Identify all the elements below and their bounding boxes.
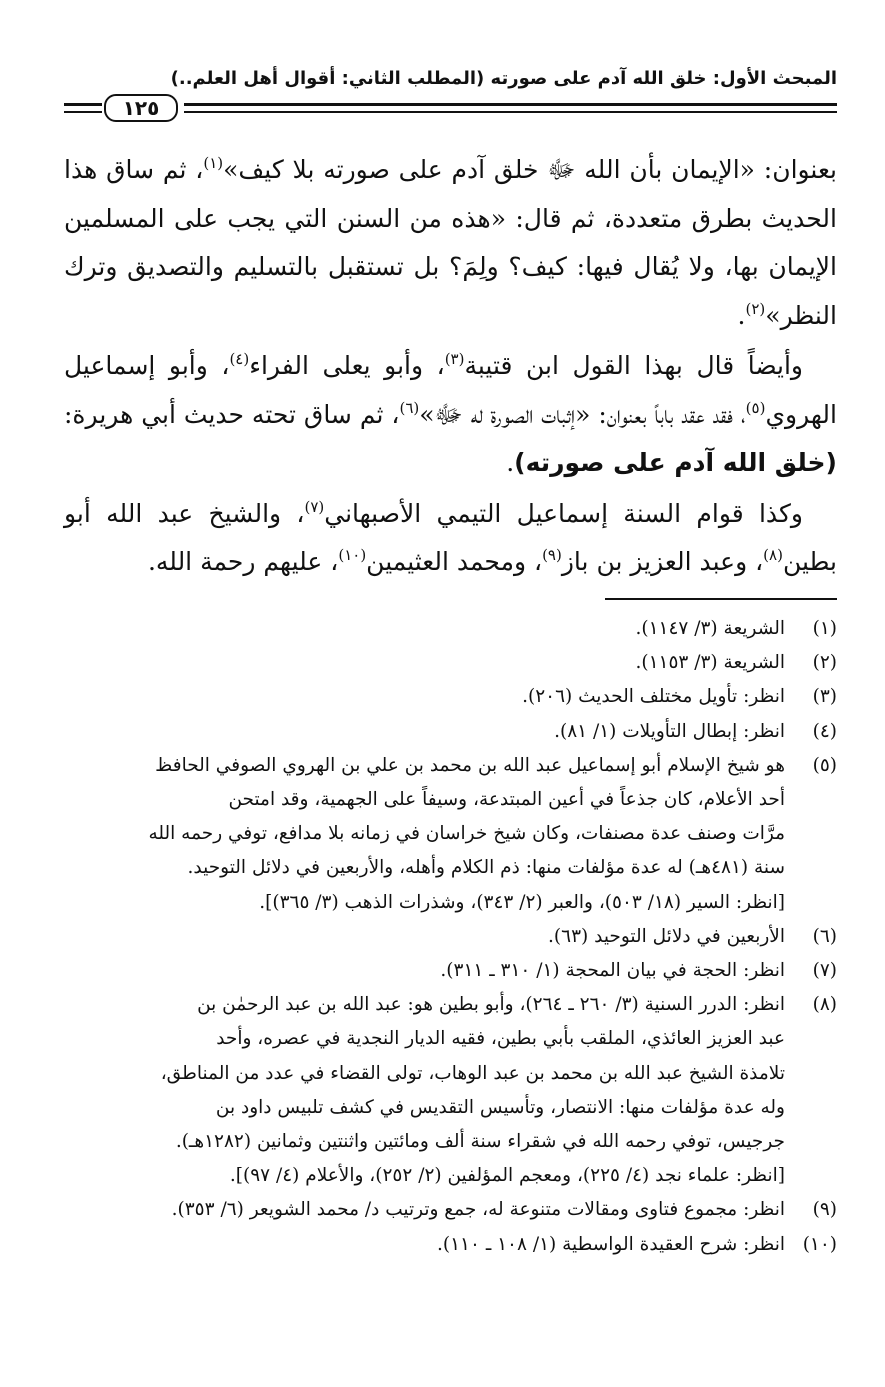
footnote-text-line: سنة (٤٨١هـ) له عدة مؤلفات منها: ذم الكلام وأهله، والأربعين في دلائل التوحيد.: [187, 857, 785, 879]
paragraph-1: [64, 146, 837, 340]
footnote-text-line: وله عدة مؤلفات منها: الانتصار، وتأسيس التقديس في كشف تلبيس داود بن: [215, 1096, 785, 1118]
footnote-number: (٥): [812, 754, 837, 776]
footnote-number: (٩): [812, 1199, 837, 1221]
footnote-item: [58, 988, 837, 1193]
footnote-text-line: انظر: شرح العقيدة الواسطية (١/ ١٠٨ ـ ١١٠).: [437, 1233, 785, 1255]
footnote-item: [58, 1193, 837, 1227]
footnote-text-line: هو شيخ الإسلام أبو إسماعيل عبد الله بن محمد بن علي بن الهروي الصوفي الحافظ: [155, 754, 785, 776]
footnote-ref: (٦): [399, 398, 420, 417]
footnote-number: (٨): [812, 994, 837, 1016]
footnote-text-line: تلامذة الشيخ عبد الله بن محمد بن عبد الوهاب، تولى القضاء في عدد من المناطق،: [160, 1062, 785, 1084]
footnote-text-line: انظر: مجموع فتاوى ومقالات متنوعة له، جمع وترتيب د/ محمد الشويعر (٦/ ٣٥٣).: [171, 1199, 785, 1221]
footnote-number: (٣): [812, 686, 837, 708]
text-run: ، وأبو يعلى الفراء: [249, 351, 445, 380]
footnote-text-line: عبد العزيز العائذي، الملقب بأبي بطين، فقيه الديار النجدية في عصره، وأحد: [216, 1028, 785, 1050]
text-run: ، ومحمد العثيمين: [366, 547, 543, 576]
footnote-number: (٦): [812, 925, 837, 947]
footnote-text-line: مرَّات وصنف عدة مصنفات، وكان شيخ خراسان في زمانه بلا مدافع، توفي رحمه الله: [148, 823, 785, 845]
rule-segment: [184, 103, 837, 106]
text-run: ، فقد عقد باباً بعنوان: «إثبات الصورة له ﷻ»: [419, 399, 746, 429]
footnotes: [58, 612, 837, 1262]
footnote-ref: (٧): [304, 497, 325, 516]
page-number: ١٢٥: [104, 94, 178, 122]
text-run: ، وعبد العزيز بن باز: [561, 547, 764, 576]
rule-segment: [64, 111, 102, 113]
main-text: [64, 146, 837, 587]
footnote-number: (٧): [812, 960, 837, 982]
footnote-text-line: انظر: الدرر السنية (٣/ ٢٦٠ ـ ٢٦٤)، وأبو بطين هو: عبد الله بن عبد الرحمٰن بن: [197, 994, 785, 1016]
header-rule: [64, 94, 837, 124]
footnote-text-line: [انظر: علماء نجد (٤/ ٢٢٥)، ومعجم المؤلفين (٢/ ٢٥٢)، والأعلام (٤/ ٩٧)].: [229, 1165, 785, 1187]
text-run: وأيضاً قال بهذا القول ابن قتيبة: [464, 351, 804, 380]
footnote-ref: (١): [203, 154, 224, 172]
footnote-ref: (٥): [745, 398, 766, 417]
footnote-text-line: جرجيس، توفي رحمه الله في شقراء سنة ألف ومائتين واثنتين وثمانين (١٢٨٢هـ).: [175, 1131, 785, 1153]
footnote-item: [58, 1228, 837, 1262]
footnote-ref: (٤): [229, 350, 250, 368]
footnote-item: [58, 612, 837, 646]
footnote-item: [58, 715, 837, 749]
footnote-number: (١): [812, 618, 837, 639]
footnote-ref: (٣): [444, 350, 465, 368]
footnote-number: (٤): [812, 720, 837, 742]
rule-segment: [184, 111, 837, 113]
footnote-text-line: انظر: الحجة في بيان المحجة (١/ ٣١٠ ـ ٣١١).: [440, 960, 785, 982]
footnote-number: (٢): [812, 652, 837, 674]
rule-segment: [64, 103, 102, 106]
footnote-text-line: الأربعين في دلائل التوحيد (٦٣).: [548, 925, 785, 947]
footnote-item: [58, 954, 837, 988]
text-run: .: [506, 448, 515, 477]
text-run: .: [737, 300, 746, 330]
text-run: ، ثم ساق تحته حديث أبي هريرة:: [64, 399, 400, 429]
footnote-ref: (١٠): [338, 546, 367, 564]
footnote-text-line: الشريعة (٣/ ١١٤٧).: [635, 618, 785, 639]
footnote-separator: [605, 598, 837, 600]
paragraph-2: [64, 342, 837, 488]
text-run: بعنوان: «الإيمان بأن الله ﷻ خلق آدم على صورته بلا كيف»: [223, 155, 837, 184]
text-run: وكذا قوام السنة إسماعيل التيمي الأصبهاني: [324, 498, 804, 528]
footnote-item: [58, 646, 837, 680]
paragraph-3: [64, 490, 837, 587]
text-run: ، وأبو إسماعيل الهروي: [64, 351, 837, 429]
footnote-number: (١٠): [802, 1233, 837, 1255]
footnote-item: [58, 680, 837, 714]
footnote-text-line: انظر: إبطال التأويلات (١/ ٨١).: [554, 720, 785, 742]
footnote-ref: (٨): [763, 546, 783, 564]
footnote-item: [58, 749, 837, 920]
text-run: ، والشيخ عبد الله أبو بطين: [64, 498, 837, 576]
text-run: ، ثم ساق هذا الحديث بطرق متعددة، ثم قال: «هذه من السنن التي يجب على المسلمين الإيمان بها، ولا يُقال فيها: كيف؟ ولِمَ؟ بل تستقبل بالتسليم والتصديق وترك النظر»: [64, 155, 837, 330]
footnote-text-line: [انظر: السير (١٨/ ٥٠٣)، والعبر (٢/ ٣٤٣)، وشذرات الذهب (٣/ ٣٦٥)].: [259, 891, 785, 913]
footnote-ref: (٢): [745, 299, 766, 318]
running-header-title: المبحث الأول: خلق الله آدم على صورته (المطلب الثاني: أقوال أهل العلم..): [170, 68, 837, 89]
hadith-quote: (خلق الله آدم على صورته): [514, 448, 837, 477]
footnote-text-line: أحد الأعلام، كان جذعاً في أعين المبتدعة، وسيفاً على الجهمية، وقد امتحن: [228, 789, 785, 811]
footnote-ref: (٩): [542, 546, 562, 564]
text-run: ، عليهم رحمة الله.: [147, 547, 339, 576]
footnote-text-line: الشريعة (٣/ ١١٥٣).: [635, 652, 785, 674]
footnote-item: [58, 920, 837, 954]
footnote-text-line: انظر: تأويل مختلف الحديث (٢٠٦).: [522, 686, 785, 708]
